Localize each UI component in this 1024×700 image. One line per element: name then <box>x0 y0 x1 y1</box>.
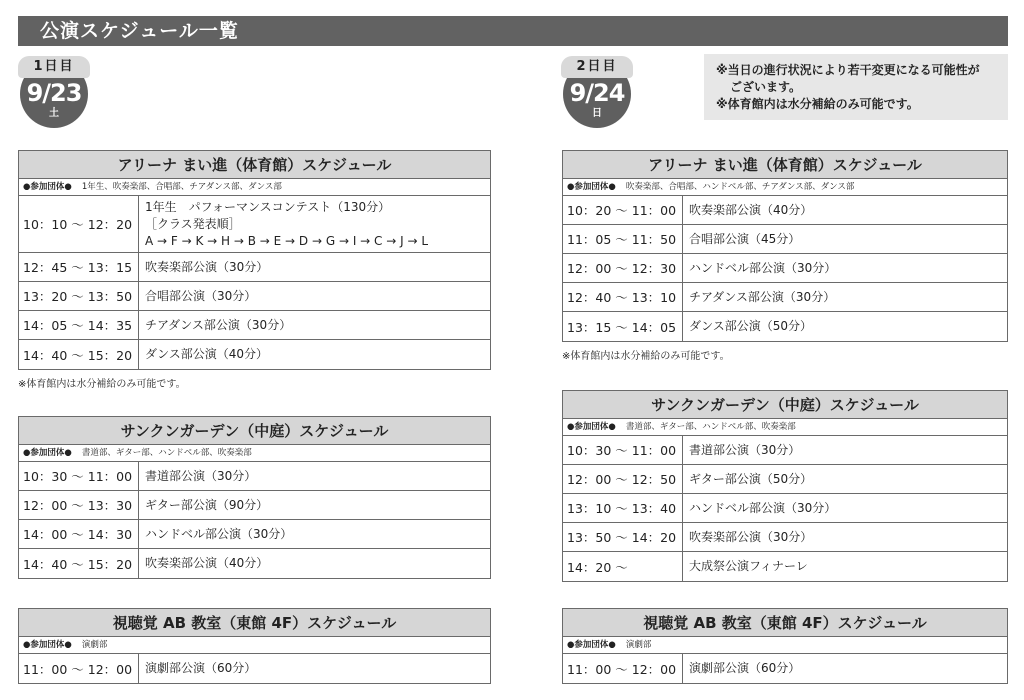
schedule-row <box>19 282 490 311</box>
schedule-row <box>563 523 1007 552</box>
event-cell <box>683 283 1007 311</box>
event-cell <box>683 254 1007 282</box>
event-line: ダンス部公演（40分） <box>145 347 269 361</box>
event-line: 吹奏楽部公演（30分） <box>145 259 269 274</box>
time-cell: 13：50 ～ 14：20 <box>563 523 683 551</box>
event-cell <box>139 196 490 252</box>
event-cell <box>139 462 490 490</box>
participant-groups-list: 吹奏楽部、合唱部、ハンドベル部、チアダンス部、ダンス部 <box>625 182 855 192</box>
event-line: ダンス部公演（50分） <box>689 319 813 333</box>
participant-groups-label: ●参加団体● <box>567 422 616 432</box>
time-cell: 14：40 ～ 15：20 <box>19 340 139 369</box>
schedule-row <box>19 253 490 282</box>
participant-groups <box>563 419 1007 436</box>
participant-groups <box>19 637 490 654</box>
schedule-title: サンクンガーデン（中庭）スケジュール <box>19 417 490 445</box>
event-line: A → F → K → H → B → E → D → G → I → C → J → L <box>145 233 429 248</box>
schedule-row <box>563 494 1007 523</box>
participant-groups <box>19 179 490 196</box>
schedule-row <box>19 196 490 253</box>
event-cell <box>139 491 490 519</box>
page-title: 公演スケジュール一覧 <box>18 16 1008 46</box>
time-cell: 14：20 ～ <box>563 552 683 581</box>
day2-weekday: 日 <box>592 108 602 119</box>
schedule-table <box>562 150 1008 342</box>
event-line: 演劇部公演（60分） <box>689 661 801 675</box>
event-cell <box>683 436 1007 464</box>
schedule-row <box>563 254 1007 283</box>
schedule-table <box>18 608 491 684</box>
schedule-table <box>18 416 491 579</box>
schedule-row <box>19 311 490 340</box>
participant-groups-label: ●参加団体● <box>23 640 72 650</box>
event-line: ギター部公演（50分） <box>689 471 813 486</box>
day1-date: 9/23 <box>26 79 82 107</box>
event-line: 演劇部公演（60分） <box>145 661 257 675</box>
event-line: ギター部公演（90分） <box>145 497 269 512</box>
event-line: 書道部公演（30分） <box>145 468 257 483</box>
schedule-row <box>19 654 490 683</box>
day2-date: 9/24 <box>569 79 625 107</box>
schedule-title: アリーナ まい進（体育館）スケジュール <box>563 151 1007 179</box>
participant-groups-label: ●参加団体● <box>567 182 616 192</box>
event-cell <box>683 494 1007 522</box>
time-cell: 11：05 ～ 11：50 <box>563 225 683 253</box>
event-cell <box>139 282 490 310</box>
event-cell <box>683 196 1007 224</box>
event-line: ［クラス発表順］ <box>145 216 241 231</box>
time-cell: 11：00 ～ 12：00 <box>563 654 683 683</box>
day1-label: 1日目 <box>18 56 90 78</box>
participant-groups-label: ●参加団体● <box>567 640 616 650</box>
event-line: チアダンス部公演（30分） <box>689 289 836 304</box>
event-line: 合唱部公演（30分） <box>145 288 257 303</box>
participant-groups-list: 演劇部 <box>81 640 108 650</box>
time-cell: 13：10 ～ 13：40 <box>563 494 683 522</box>
event-cell <box>683 312 1007 341</box>
time-cell: 10：30 ～ 11：00 <box>563 436 683 464</box>
event-cell <box>139 253 490 281</box>
schedule-title: アリーナ まい進（体育館）スケジュール <box>19 151 490 179</box>
participant-groups-list: 演劇部 <box>625 640 652 650</box>
footnote: ※体育館内は水分補給のみ可能です。 <box>18 379 186 390</box>
participant-groups-label: ●参加団体● <box>23 448 72 458</box>
event-line: ハンドベル部公演（30分） <box>689 260 837 275</box>
schedule-row <box>19 520 490 549</box>
schedule-table <box>562 390 1008 582</box>
time-cell: 14：40 ～ 15：20 <box>19 549 139 578</box>
event-line: ハンドベル部公演（30分） <box>689 500 837 515</box>
event-cell <box>139 311 490 339</box>
day2-label: 2日目 <box>561 56 633 78</box>
time-cell: 12：00 ～ 12：30 <box>563 254 683 282</box>
day2-badge <box>563 60 631 128</box>
time-cell: 12：40 ～ 13：10 <box>563 283 683 311</box>
schedule-row <box>563 654 1007 683</box>
event-cell <box>683 523 1007 551</box>
participant-groups <box>563 179 1007 196</box>
time-cell: 14：05 ～ 14：35 <box>19 311 139 339</box>
schedule-row <box>563 436 1007 465</box>
event-line: 1年生 パフォーマンスコンテスト（130分） <box>145 199 391 214</box>
participant-groups <box>19 445 490 462</box>
event-cell <box>139 549 490 578</box>
event-line: 合唱部公演（45分） <box>689 231 801 246</box>
time-cell: 10：30 ～ 11：00 <box>19 462 139 490</box>
notice-box <box>704 54 1008 120</box>
schedule-title: サンクンガーデン（中庭）スケジュール <box>563 391 1007 419</box>
time-cell: 12：00 ～ 13：30 <box>19 491 139 519</box>
event-line: 書道部公演（30分） <box>689 442 801 457</box>
notice-line: ※当日の進行状況により若干変更になる可能性が <box>716 63 980 77</box>
event-line: 吹奏楽部公演（30分） <box>689 529 813 544</box>
schedule-row <box>563 312 1007 341</box>
participant-groups-list: 書道部、ギター部、ハンドベル部、吹奏楽部 <box>81 448 252 458</box>
schedule-table <box>562 608 1008 684</box>
event-line: ハンドベル部公演（30分） <box>145 526 293 541</box>
event-cell <box>139 654 490 683</box>
schedule-title: 視聴覚 AB 教室（東館 4F）スケジュール <box>19 609 490 637</box>
time-cell: 11：00 ～ 12：00 <box>19 654 139 683</box>
schedule-title: 視聴覚 AB 教室（東館 4F）スケジュール <box>563 609 1007 637</box>
schedule-row <box>563 283 1007 312</box>
event-cell <box>139 340 490 369</box>
notice-line: ※体育館内は水分補給のみ可能です。 <box>716 97 919 111</box>
participant-groups <box>563 637 1007 654</box>
event-cell <box>139 520 490 548</box>
schedule-row <box>563 196 1007 225</box>
time-cell: 13：15 ～ 14：05 <box>563 312 683 341</box>
schedule-row <box>19 549 490 578</box>
day1-weekday: 土 <box>49 108 59 119</box>
schedule-row <box>563 465 1007 494</box>
participant-groups-label: ●参加団体● <box>23 182 72 192</box>
time-cell: 13：20 ～ 13：50 <box>19 282 139 310</box>
event-line: 吹奏楽部公演（40分） <box>689 202 813 217</box>
notice-line: ございます。 <box>730 80 802 94</box>
participant-groups-list: 書道部、ギター部、ハンドベル部、吹奏楽部 <box>625 422 796 432</box>
time-cell: 12：45 ～ 13：15 <box>19 253 139 281</box>
time-cell: 10：20 ～ 11：00 <box>563 196 683 224</box>
event-line: 大成祭公演フィナーレ <box>689 559 808 573</box>
event-cell <box>683 225 1007 253</box>
event-cell <box>683 552 1007 581</box>
schedule-row <box>563 225 1007 254</box>
time-cell: 14：00 ～ 14：30 <box>19 520 139 548</box>
schedule-table <box>18 150 491 370</box>
schedule-row <box>19 462 490 491</box>
schedule-row <box>19 491 490 520</box>
event-cell <box>683 465 1007 493</box>
event-line: チアダンス部公演（30分） <box>145 317 292 332</box>
day1-badge <box>20 60 88 128</box>
time-cell: 12：00 ～ 12：50 <box>563 465 683 493</box>
participant-groups-list: 1年生、吹奏楽部、合唱部、チアダンス部、ダンス部 <box>81 182 282 192</box>
time-cell: 10：10 ～ 12：20 <box>19 196 139 252</box>
schedule-row <box>19 340 490 369</box>
footnote: ※体育館内は水分補給のみ可能です。 <box>562 351 730 362</box>
event-line: 吹奏楽部公演（40分） <box>145 556 269 570</box>
event-cell <box>683 654 1007 683</box>
schedule-row <box>563 552 1007 581</box>
